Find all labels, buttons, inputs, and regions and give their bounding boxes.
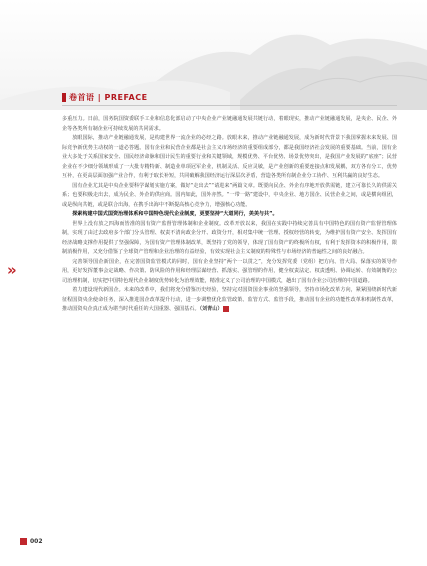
paragraph-text: 着力建设现代新国企。未来的改革中，我们将充分借鉴历史经验，坚持完对国资国企事业的坚强领导，坚持市场化改革方向，紧紧围绕新时代新征程国资央企使命任务，深入推进国企改革提升行动，进一步调整优化监管政策、监管方式、监管手段，推动国有企业的功能性改革和机制性改革，推动国资央企真正成为堪当时代重任的大国重器、强国基石。: [62, 287, 397, 312]
article-body: [62, 115, 397, 315]
page-footer: [20, 538, 43, 545]
author-signature: （刘青山）: [199, 306, 223, 312]
paragraph: 放眼国际，推动产业链融通发展，是构建世界一流企业的必经之路。放眼未来，推动产业链融通发展，成为新时代背景下我国掌握未来发展、国际竞争新优势主动权的一道必答题。国有企业和民营企业都是社会主义市场经济的重要组成部分，都是我国经济社会发展的重要基础。当前，国有企业大多处于关系国家安全、国民经济命脉和国计民生的重要行业和关键领域，规模优势、平台优势、场景优势突出，是我国产业发展的“底座”；民营企业在不少细分领域形成了一大批专精特新、制造业单项冠军企业，机制灵活、反应灵敏，是产业创新的重要连接点和发展耦，双方各有分工，优势互补，在更高层面加强产业合作，有利于取长补短，共同破解我国经济运行深层次矛盾，营造各类所有制企业分工协作、互利共赢的良好生态。: [62, 135, 397, 179]
paragraph-last: [62, 286, 397, 315]
paragraph: 世界上没有放之四海而皆准的国有资产监督管理体制和企业制度。改革开放以来，我国在实践中持续完善具有中国特色的国有资产监督管理体制，实现了由过去政府多个部门分头管理、权责不清向政企分开、政资分开，相对集中统一管理、授权经营的转变，为维护国有资产安全、发挥国有经济战略支撑作用提供了坚强保障，为国有资产管理体制改革，既坚持了党的领导，体现了国有资产的终极所有权，有利于发挥资本的积极作用，限制消极作用，又充分借鉴了全球资产管理和企业治理的有益经验，有效实现社会主义制度的特殊性与市场经济的普遍性之间的良好融合。: [62, 220, 397, 255]
section-header: [62, 92, 148, 103]
footer-square-icon: [20, 538, 27, 545]
page-number: 002: [30, 538, 43, 545]
header-divider: [62, 105, 397, 106]
paragraph: 完善领导国企新国企，在完善国资监管模式的同时，国有企业坚持“两个一以贯之”，充分发挥党委（党组）把方向、管大局、保落实的领导作用，更好发挥董事会定战略、作决策、防风险的作用和经理层谋经营、抓落实、强管理的作用，健全权责法定、权责透明、协调运转、有效制衡的公司治理机制，切实把中国特色现代企业制度优势转化为治理效能，精准定义了公司治理的中国模式，趟出了国有企业公司治理的中国道路。: [62, 258, 397, 284]
paragraph: 国有企业尤其是中央企业要科学谋划实施方案，做好“走出去”“请进来”两篇文章。既要向民企、外企有序地开放供需链，建立可靠长久的供需关系；也要积极走出去，成为民企、外企的供应商。国内如此，国外亦然。“一带一路”建设中，中央企业、地方国企、民营企业之间，或是横向组团，或是纵向共链，或是联合出海，在携手出海中不断提高核心竞争力，增强核心功能。: [62, 182, 397, 208]
section-title: 卷首语 | PREFACE: [69, 93, 148, 102]
paragraph: 多重压力。日前，国务院国资委联手工业和信息化部启动了中央企业产业链融通发展共链行动，着眼现实，推动产业链融通发展，是央企、民企、外企等各类所有制企业可持续发展的共同需求。: [62, 116, 397, 132]
header-accent-bar: [62, 93, 66, 102]
paragraph-heading: 探索构建中国式国资治理体系和中国特色现代企业制度，更要坚持“大道同行，美美与共”。: [72, 211, 278, 217]
double-chevron-right-icon: »: [7, 261, 17, 279]
end-mark-icon: [223, 306, 229, 312]
